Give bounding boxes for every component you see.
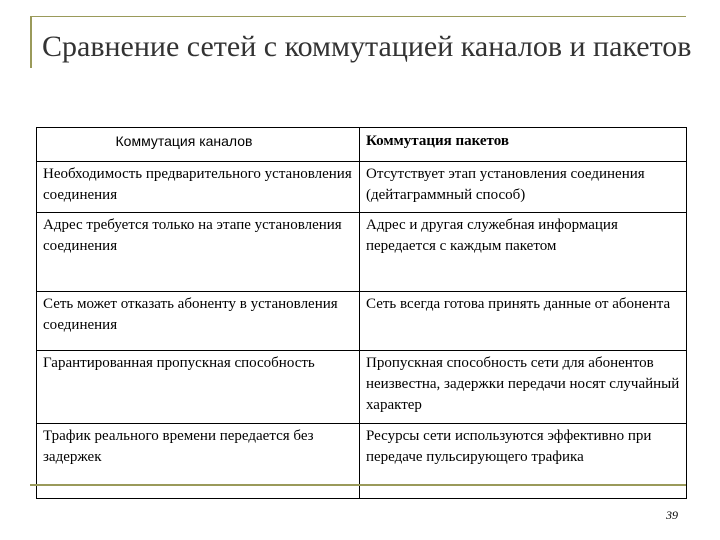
table-row — [37, 162, 687, 213]
table-cell: Отсутствует этап установления соединения (дейтаграммный способ) — [360, 162, 687, 213]
table-row — [37, 213, 687, 292]
table-header-row — [37, 128, 687, 162]
table-row — [37, 292, 687, 351]
header-circuit-switching: Коммутация каналов — [37, 128, 360, 162]
slide-frame-top-line — [30, 16, 686, 17]
table-cell: Адрес требуется только на этапе установления соединения — [37, 213, 360, 292]
slide-title: Сравнение сетей с коммутацией каналов и пакетов — [42, 30, 692, 63]
table-row — [37, 351, 687, 424]
table-cell: Гарантированная пропускная способность — [37, 351, 360, 424]
table-cell: Сеть всегда готова принять данные от абонента — [360, 292, 687, 351]
table-cell: Пропускная способность сети для абонентов неизвестна, задержки передачи носят случайный характер — [360, 351, 687, 424]
slide-frame-left-line — [30, 16, 32, 68]
table-cell: Адрес и другая служебная информация передается с каждым пакетом — [360, 213, 687, 292]
comparison-table — [36, 127, 687, 499]
table-cell: Необходимость предварительного установления соединения — [37, 162, 360, 213]
table-cell: Трафик реального времени передается без задержек — [37, 424, 360, 499]
table-cell: Сеть может отказать абоненту в установления соединения — [37, 292, 360, 351]
table-row — [37, 424, 687, 499]
slide-frame-bottom-line — [30, 484, 686, 486]
page-number: 39 — [666, 508, 678, 522]
table-cell: Ресурсы сети используются эффективно при передаче пульсирующего трафика — [360, 424, 687, 499]
header-packet-switching: Коммутация пакетов — [360, 128, 687, 162]
